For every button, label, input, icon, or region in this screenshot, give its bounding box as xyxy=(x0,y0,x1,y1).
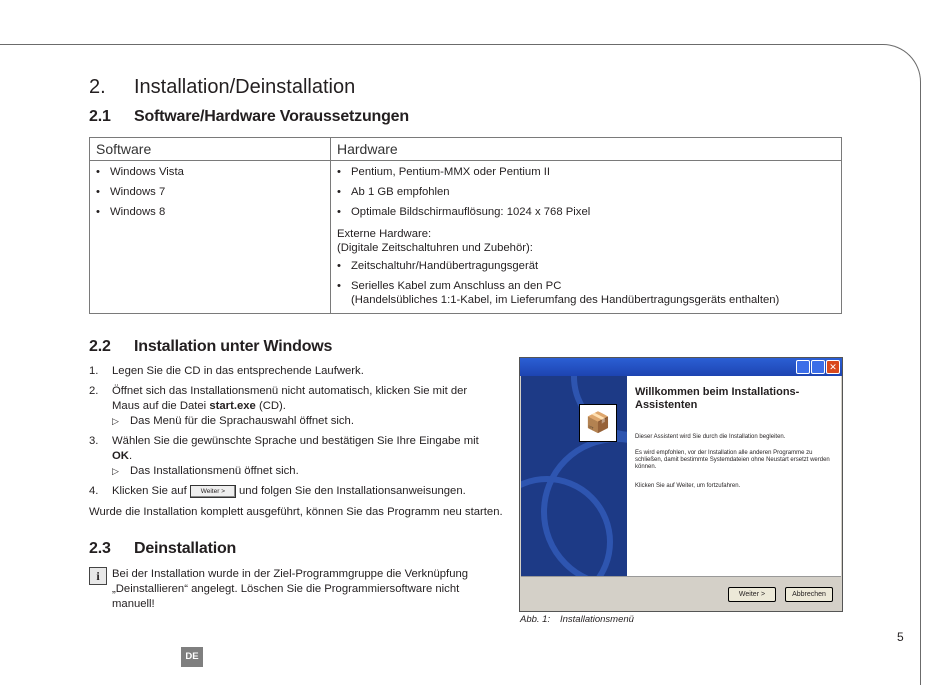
external-note: (Handelsübliches 1:1-Kabel, im Lieferumfang des Handübertragungsgeräts enthalten) xyxy=(351,294,780,306)
hardware-header: Hardware xyxy=(331,138,842,161)
filename-text: start.exe xyxy=(209,400,256,412)
finish-text: Wurde die Installation komplett ausgeführt, können Sie das Programm neu starten. xyxy=(89,506,503,518)
software-item: • Windows 7 xyxy=(96,185,324,199)
section-number: 2.3 xyxy=(89,540,111,557)
external-item: • Serielles Kabel zum Anschluss an den PC xyxy=(337,279,835,293)
language-tab: DE xyxy=(181,647,203,667)
step-text: und folgen Sie den Installationsanweisungen. xyxy=(235,485,466,497)
wizard-paragraph: Es wird empfohlen, vor der Installation alle anderen Programme zu schließen, damit bestimmte Systemdateien ohne Neustart ersetzt werden können. xyxy=(635,450,830,470)
step-item xyxy=(89,364,489,379)
installer-screenshot xyxy=(519,357,843,612)
caption-text: Installationsmenü xyxy=(560,614,634,625)
step-result: ▷ Das Installationsmenü öffnet sich. xyxy=(112,464,489,479)
hardware-item: • Ab 1 GB empfohlen xyxy=(337,185,835,199)
step-item xyxy=(89,434,489,479)
software-item: • Windows Vista xyxy=(96,165,324,179)
section-title: Installation unter Windows xyxy=(134,338,333,355)
weiter-button-image: Weiter > xyxy=(190,485,236,498)
page-number: 5 xyxy=(897,630,904,644)
installer-icon: 📦 xyxy=(579,404,617,442)
section-2-1-heading xyxy=(89,108,409,126)
step-text: Wählen Sie die gewünschte Sprache und bestätigen Sie Ihre Eingabe mit xyxy=(112,435,479,447)
step-text: (CD). xyxy=(255,400,286,412)
section-title: Installation/Deinstallation xyxy=(134,76,356,98)
window-titlebar xyxy=(520,358,842,376)
step-text: Legen Sie die CD in das entsprechende Laufwerk. xyxy=(112,365,364,377)
wizard-side-panel xyxy=(521,376,627,576)
step-number: 1. xyxy=(89,365,99,377)
wizard-title: Willkommen beim Installations-Assistenten xyxy=(635,386,800,411)
section-title: Software/Hardware Voraussetzungen xyxy=(134,108,409,125)
section-number: 2. xyxy=(89,76,106,98)
close-icon: ✕ xyxy=(826,360,840,374)
step-number: 4. xyxy=(89,485,99,497)
wizard-content xyxy=(627,376,841,576)
wizard-paragraph: Dieser Assistent wird Sie durch die Installation begleiten. xyxy=(635,434,786,440)
external-subtitle: (Digitale Zeitschaltuhren und Zubehör): xyxy=(337,242,533,254)
table-header-row xyxy=(90,138,842,161)
step-item xyxy=(89,384,489,429)
section-2-3-heading xyxy=(89,540,236,558)
hardware-item: • Optimale Bildschirmauflösung: 1024 x 768 Pixel xyxy=(337,205,835,219)
step-number: 3. xyxy=(89,435,99,447)
info-note xyxy=(89,567,469,612)
hardware-item: • Pentium, Pentium-MMX oder Pentium II xyxy=(337,165,835,179)
external-title: Externe Hardware: xyxy=(337,228,432,240)
step-item xyxy=(89,484,489,499)
wizard-button-bar xyxy=(521,576,841,611)
info-icon: i xyxy=(89,567,107,585)
step-number: 2. xyxy=(89,385,99,397)
next-button: Weiter > xyxy=(728,587,776,602)
step-text: Klicken Sie auf xyxy=(112,485,190,497)
maximize-icon xyxy=(811,360,825,374)
software-cell xyxy=(90,161,331,314)
step-result: ▷ Das Menü für die Sprachauswahl öffnet sich. xyxy=(112,414,489,429)
hardware-cell xyxy=(331,161,842,314)
section-2-heading xyxy=(89,76,355,99)
external-item: • Zeitschaltuhr/Handübertragungsgerät xyxy=(337,259,835,273)
table-row xyxy=(90,161,842,314)
cancel-button: Abbrechen xyxy=(785,587,833,602)
step-text: Öffnet sich das Installationsmenü nicht automatisch, klicken Sie mit der Maus auf die Datei xyxy=(112,385,468,412)
requirements-table xyxy=(89,137,842,314)
section-title: Deinstallation xyxy=(134,540,237,557)
minimize-icon xyxy=(796,360,810,374)
section-number: 2.2 xyxy=(89,338,111,355)
figure-caption xyxy=(520,614,634,625)
software-item: • Windows 8 xyxy=(96,205,324,219)
section-number: 2.1 xyxy=(89,108,111,125)
step-text: . xyxy=(128,450,133,462)
wizard-paragraph: Klicken Sie auf Weiter, um fortzufahren. xyxy=(635,483,741,489)
section-2-2-heading xyxy=(89,338,332,356)
installation-steps xyxy=(89,364,489,504)
info-text: Bei der Installation wurde in der Ziel-Programmgruppe die Verknüpfung „Deinstallieren“ angelegt. Löschen Sie die Programmiersoftware nicht manuell! xyxy=(112,568,469,610)
caption-label: Abb. 1: xyxy=(520,614,551,625)
ok-text: OK xyxy=(112,450,129,462)
software-header: Software xyxy=(90,138,331,161)
